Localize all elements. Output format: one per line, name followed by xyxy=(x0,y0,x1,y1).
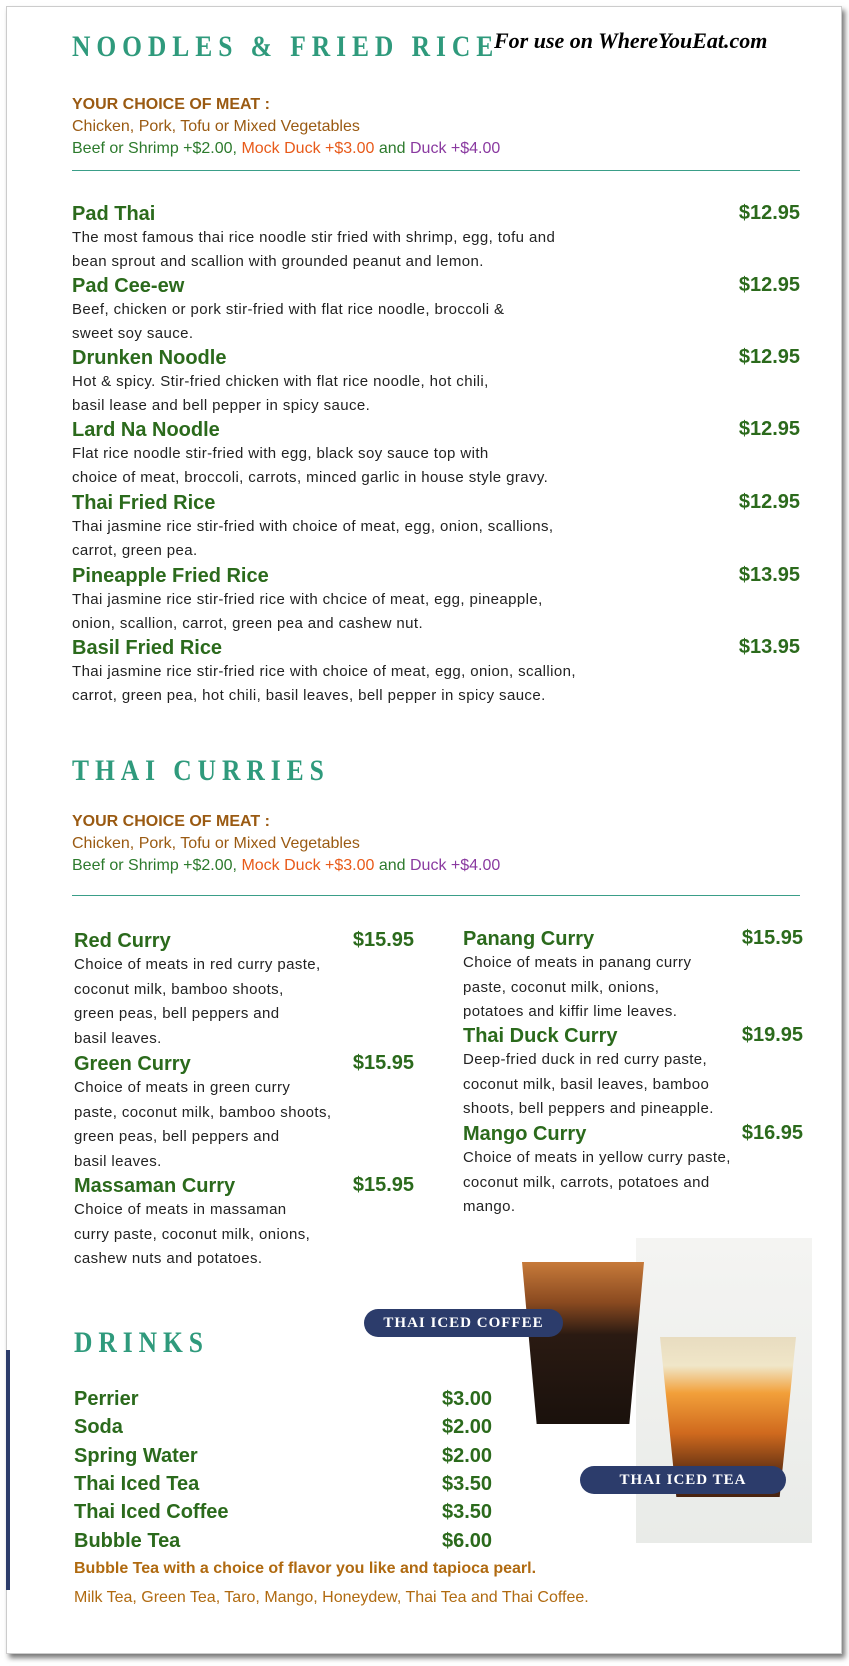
item-description: basil leaves. xyxy=(74,1152,162,1170)
item-description: Flat rice noodle stir-fried with egg, black soy sauce top with xyxy=(72,445,489,462)
item-description: coconut milk, basil leaves, bamboo xyxy=(463,1075,710,1093)
drink-name: Bubble Tea xyxy=(74,1529,181,1552)
drink-price: $3.00 xyxy=(442,1388,493,1410)
curry-item xyxy=(463,927,803,1025)
drink-name: Perrier xyxy=(74,1388,139,1410)
choice-heading: YOUR CHOICE OF MEAT : xyxy=(72,96,270,113)
item-description: Thai jasmine rice stir-fried rice with chcice of meat, egg, pineapple, xyxy=(72,591,543,608)
item-price: $12.95 xyxy=(738,491,800,513)
item-name: Green Curry xyxy=(74,1053,191,1075)
curry-item xyxy=(74,929,414,1051)
item-price: $13.95 xyxy=(738,564,800,586)
item-price: $19.95 xyxy=(741,1024,803,1046)
item-description: Choice of meats in panang curry xyxy=(463,954,692,971)
item-description: Choice of meats in red curry paste, xyxy=(74,956,321,973)
item-description: The most famous thai rice noodle stir fried with shrimp, egg, tofu and xyxy=(72,229,556,246)
item-price: $15.95 xyxy=(352,1052,414,1074)
drink-item xyxy=(74,1416,504,1444)
item-description: potatoes and kiffir lime leaves. xyxy=(463,1003,678,1020)
item-description: Thai jasmine rice stir-fried rice with choice of meat, egg, onion, scallion, xyxy=(72,663,576,680)
item-description: basil leaves. xyxy=(74,1029,162,1047)
item-name: Panang Curry xyxy=(463,928,595,950)
item-name: Thai Duck Curry xyxy=(463,1025,618,1047)
drink-item xyxy=(74,1473,504,1501)
choice-line-basic: Chicken, Pork, Tofu or Mixed Vegetables xyxy=(72,118,360,135)
item-name: Pad Cee-ew xyxy=(72,275,185,297)
menu-item xyxy=(72,418,800,490)
choice-duck: Duck +$4.00 xyxy=(410,857,501,874)
curry-item xyxy=(463,1122,803,1220)
menu-item xyxy=(72,564,800,636)
item-price: $12.95 xyxy=(738,418,800,440)
divider xyxy=(72,170,800,171)
choice-beef: Beef or Shrimp +$2.00, xyxy=(72,857,237,874)
item-description: mango. xyxy=(463,1198,516,1215)
drink-price: $2.00 xyxy=(442,1444,493,1467)
item-price: $12.95 xyxy=(738,202,800,224)
menu-item xyxy=(72,346,800,418)
drink-price: $3.50 xyxy=(442,1501,493,1524)
curry-item xyxy=(74,1052,414,1174)
item-name: Mango Curry xyxy=(463,1123,587,1145)
item-price: $15.95 xyxy=(741,927,803,949)
section-title-noodles: NOODLES & FRIED RICE xyxy=(72,30,500,63)
item-description: Deep-fried duck in red curry paste, xyxy=(463,1051,708,1068)
item-name: Thai Fried Rice xyxy=(72,492,216,514)
choice-duck: Duck +$4.00 xyxy=(410,140,501,157)
page-edge-mark xyxy=(6,1350,10,1590)
choice-mock-duck: Mock Duck +$3.00 xyxy=(241,857,375,874)
item-name: Drunken Noodle xyxy=(72,347,227,369)
item-description: sweet soy sauce. xyxy=(72,325,194,342)
drink-price: $2.00 xyxy=(442,1416,493,1439)
item-description: curry paste, coconut milk, onions, xyxy=(74,1225,311,1243)
drink-name: Thai Iced Coffee xyxy=(74,1501,229,1524)
choice-and: and xyxy=(378,857,406,874)
drink-item xyxy=(74,1501,504,1529)
curry-item xyxy=(74,1174,414,1272)
photo-label-coffee: THAI ICED COFFEE xyxy=(364,1309,563,1337)
bubble-tea-flavors: Milk Tea, Green Tea, Taro, Mango, Honeydew, Thai Tea and Thai Coffee. xyxy=(74,1589,589,1606)
item-description: paste, coconut milk, bamboo shoots, xyxy=(74,1103,332,1121)
menu-item xyxy=(72,491,800,563)
item-description: coconut milk, bamboo shoots, xyxy=(74,980,284,998)
item-description: coconut milk, carrots, potatoes and xyxy=(463,1173,710,1191)
item-description: onion, scallion, carrot, green pea and cashew nut. xyxy=(72,615,424,632)
drink-item xyxy=(74,1445,504,1473)
item-description: Choice of meats in yellow curry paste, xyxy=(463,1149,731,1166)
item-description: bean sprout and scallion with grounded peanut and lemon. xyxy=(72,253,484,270)
watermark: For use on WhereYouEat.com xyxy=(494,28,768,53)
item-name: Pad Thai xyxy=(72,203,156,225)
choice-line-basic: Chicken, Pork, Tofu or Mixed Vegetables xyxy=(72,835,360,852)
item-name: Red Curry xyxy=(74,930,171,952)
item-description: green peas, bell peppers and xyxy=(74,1128,280,1145)
item-price: $13.95 xyxy=(738,636,800,658)
item-description: Thai jasmine rice stir-fried with choice of meat, egg, onion, scallions, xyxy=(72,518,554,535)
bubble-tea-note: Bubble Tea with a choice of flavor you like and tapioca pearl. xyxy=(74,1560,537,1577)
drink-name: Soda xyxy=(74,1416,123,1439)
menu-item xyxy=(72,274,800,346)
drink-price: $6.00 xyxy=(442,1529,493,1552)
choice-and: and xyxy=(378,140,406,157)
drink-name: Spring Water xyxy=(74,1444,198,1467)
choice-heading: YOUR CHOICE OF MEAT : xyxy=(72,813,270,830)
item-description: Hot & spicy. Stir-fried chicken with flat rice noodle, hot chili, xyxy=(72,373,489,390)
item-name: Lard Na Noodle xyxy=(72,419,220,441)
curry-item xyxy=(463,1024,803,1122)
item-price: $15.95 xyxy=(352,1174,414,1196)
item-price: $16.95 xyxy=(741,1122,803,1144)
item-description: carrot, green pea, hot chili, basil leaves, bell pepper in spicy sauce. xyxy=(72,687,546,704)
choice-line-extra xyxy=(72,140,500,158)
item-description: basil lease and bell pepper in spicy sauce. xyxy=(72,397,371,414)
item-name: Pineapple Fried Rice xyxy=(72,565,269,587)
item-price: $12.95 xyxy=(738,274,800,296)
photo-label-tea: THAI ICED TEA xyxy=(580,1466,786,1494)
drink-item xyxy=(74,1388,504,1416)
item-description: shoots, bell peppers and pineapple. xyxy=(463,1100,714,1117)
item-description: paste, coconut milk, onions, xyxy=(463,978,660,996)
divider xyxy=(72,895,800,896)
item-description: Choice of meats in green curry xyxy=(74,1079,291,1096)
menu-item xyxy=(72,202,800,274)
choice-line-extra xyxy=(72,857,500,875)
item-description: carrot, green pea. xyxy=(72,542,198,559)
drink-name: Thai Iced Tea xyxy=(74,1472,200,1495)
thai-iced-coffee-photo xyxy=(522,1262,644,1424)
choice-mock-duck: Mock Duck +$3.00 xyxy=(241,140,375,157)
item-description: cashew nuts and potatoes. xyxy=(74,1250,263,1267)
item-description: Choice of meats in massaman xyxy=(74,1201,287,1218)
section-title-curries: THAI CURRIES xyxy=(72,754,330,787)
item-price: $15.95 xyxy=(352,929,414,951)
drink-price: $3.50 xyxy=(442,1472,493,1495)
choice-beef: Beef or Shrimp +$2.00, xyxy=(72,140,237,157)
item-description: Beef, chicken or pork stir-fried with flat rice noodle, broccoli & xyxy=(72,301,505,318)
item-price: $12.95 xyxy=(738,346,800,368)
menu-item xyxy=(72,636,800,708)
item-name: Basil Fried Rice xyxy=(72,637,223,659)
meat-choice-noodles xyxy=(72,96,500,158)
section-title-drinks: DRINKS xyxy=(74,1326,209,1359)
drink-item xyxy=(74,1530,504,1558)
item-description: green peas, bell peppers and xyxy=(74,1005,280,1022)
item-description: choice of meat, broccoli, carrots, minced garlic in house style gravy. xyxy=(72,469,549,486)
meat-choice-curries xyxy=(72,813,500,875)
item-name: Massaman Curry xyxy=(74,1175,236,1197)
